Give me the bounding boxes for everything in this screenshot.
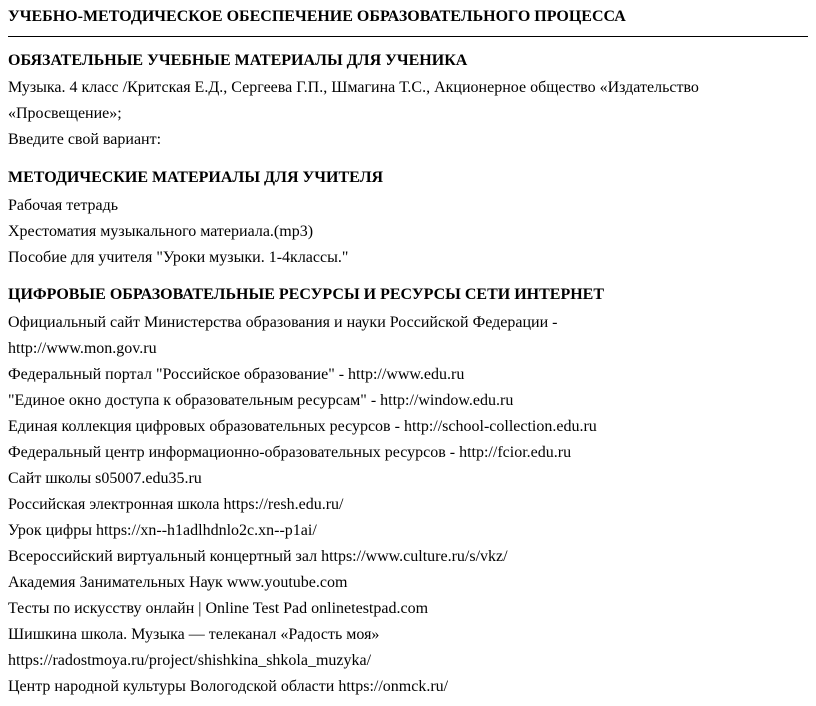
section-body	[8, 310, 808, 700]
text-line: Хрестоматия музыкального материала.(mp3)	[8, 223, 314, 240]
text-line: Российская электронная школа https://resh.edu.ru/	[8, 496, 344, 513]
text-line: Всероссийский виртуальный концертный зал https://www.culture.ru/s/vkz/	[8, 548, 508, 565]
text-line: Музыка. 4 класс /Критская Е.Д., Сергеева Г.П., Шмагина Т.С., Акционерное общество «Издательство	[8, 79, 699, 96]
section-student-materials	[8, 50, 808, 153]
section-heading: МЕТОДИЧЕСКИЕ МАТЕРИАЛЫ ДЛЯ УЧИТЕЛЯ	[8, 169, 384, 186]
text-line: Урок цифры https://xn--h1adlhdnlo2c.xn--p1ai/	[8, 522, 317, 539]
text-line: "Единое окно доступа к образовательным ресурсам" - http://window.edu.ru	[8, 392, 514, 409]
link-text[interactable]: http://www.mon.gov.ru	[8, 340, 157, 357]
title-divider	[8, 36, 808, 37]
section-body	[8, 193, 808, 271]
text-line: «Просвещение»;	[8, 105, 122, 122]
text-line: Введите свой вариант:	[8, 131, 162, 148]
document-page	[8, 0, 808, 700]
section-digital-resources	[8, 284, 808, 700]
text-line: Шишкина школа. Музыка — телеканал «Радость моя»	[8, 626, 380, 643]
text-line: Центр народной культуры Вологодской области https://onmck.ru/	[8, 678, 449, 695]
text-line: Федеральный портал "Российское образование" - http://www.edu.ru	[8, 366, 465, 383]
text-line: Сайт школы s05007.edu35.ru	[8, 470, 202, 487]
text-line: Единая коллекция цифровых образовательных ресурсов - http://school-collection.edu.ru	[8, 418, 597, 435]
text-line: Официальный сайт Министерства образования и науки Российской Федерации -	[8, 314, 558, 331]
page-title: УЧЕБНО-МЕТОДИЧЕСКОЕ ОБЕСПЕЧЕНИЕ ОБРАЗОВАТЕЛЬНОГО ПРОЦЕССА	[8, 8, 626, 25]
section-teacher-materials	[8, 167, 808, 271]
section-heading: ЦИФРОВЫЕ ОБРАЗОВАТЕЛЬНЫЕ РЕСУРСЫ И РЕСУРСЫ СЕТИ ИНТЕРНЕТ	[8, 286, 604, 303]
text-line: Федеральный центр информационно-образовательных ресурсов - http://fcior.edu.ru	[8, 444, 572, 461]
text-line: Пособие для учителя "Уроки музыки. 1-4классы."	[8, 249, 349, 266]
section-heading: ОБЯЗАТЕЛЬНЫЕ УЧЕБНЫЕ МАТЕРИАЛЫ ДЛЯ УЧЕНИКА	[8, 52, 468, 69]
section-body	[8, 75, 808, 153]
text-line: Академия Занимательных Наук www.youtube.com	[8, 574, 348, 591]
text-line: Рабочая тетрадь	[8, 197, 119, 214]
text-line: Тесты по искусству онлайн | Online Test Pad onlinetestpad.com	[8, 600, 429, 617]
link-text[interactable]: https://radostmoya.ru/project/shishkina_shkola_muzyka/	[8, 652, 372, 669]
